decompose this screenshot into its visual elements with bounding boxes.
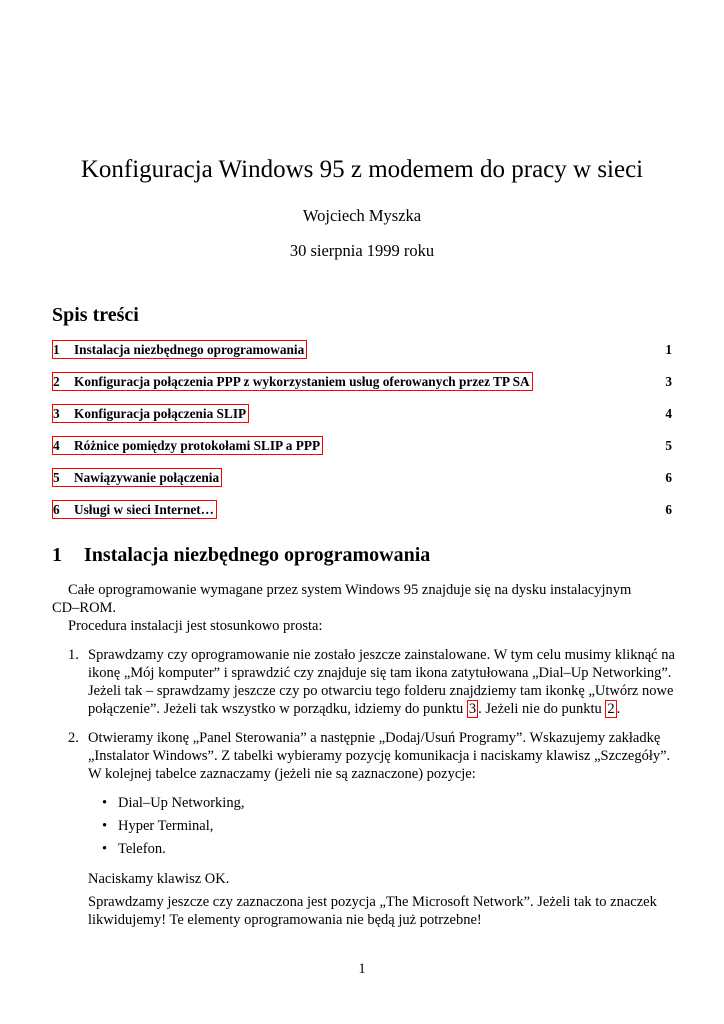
list-item-line: „Instalator Windows”. Z tabelki wybieramy pozycję komunikacja i naciskamy klawisz „Szczegóły”. [88, 748, 671, 764]
bullet-item: Telefon. [118, 841, 166, 857]
list-item-number: 2. [68, 730, 79, 746]
toc-heading: Spis treści [52, 304, 139, 326]
toc-link[interactable]: 2 Konfiguracja połączenia PPP z wykorzystaniem usług oferowanych przez TP SA [52, 372, 533, 391]
internal-link[interactable]: 2 [607, 701, 615, 717]
paragraph-line: Naciskamy klawisz OK. [88, 871, 230, 887]
toc-entry[interactable] [52, 404, 249, 423]
toc-link[interactable]: 5 Nawiązywanie połączenia [52, 468, 222, 487]
toc-entry[interactable] [52, 468, 222, 487]
toc-page-number: 5 [665, 438, 672, 453]
list-item-line: Sprawdzamy czy oprogramowanie nie zostało jeszcze zainstalowane. W tym celu musimy kliknąć na [88, 647, 675, 663]
toc-entry[interactable] [52, 372, 533, 391]
bullet-icon: • [102, 841, 108, 857]
toc-link[interactable]: 4 Różnice pomiędzy protokołami SLIP a PPP [52, 436, 323, 455]
list-item-line: Jeżeli tak – sprawdzamy jeszcze czy po otwarciu tego folderu znajdziemy tam ikonkę „Utwórz nowe [88, 683, 674, 699]
document-author: Wojciech Myszka [302, 206, 422, 225]
toc-entry[interactable] [52, 436, 323, 455]
paragraph-line: likwidujemy! Te elementy oprogramowania nie będą już potrzebne! [88, 912, 482, 928]
bullet-icon: • [102, 795, 108, 811]
toc-page-number: 4 [665, 406, 672, 421]
list-item-number: 1. [68, 647, 79, 663]
document-date: 30 sierpnia 1999 roku [289, 241, 435, 260]
list-item-line: W kolejnej tabelce zaznaczamy (jeżeli nie są zaznaczone) pozycje: [88, 766, 476, 782]
list-item-line: ikonę „Mój komputer” i sprawdzić czy znajduje się tam ikona zatytułowana „Dial–Up Networking”. [88, 665, 672, 681]
toc-page-number: 6 [665, 502, 672, 517]
paragraph-line: Całe oprogramowanie wymagane przez system Windows 95 znajduje się na dysku instalacyjnym [68, 582, 632, 598]
page-number: 1 [358, 961, 366, 977]
paragraph-line: Sprawdzamy jeszcze czy zaznaczona jest pozycja „The Microsoft Network”. Jeżeli tak to znaczek [88, 894, 657, 910]
toc-entry[interactable] [52, 500, 217, 519]
toc-link[interactable]: 6 Usługi w sieci Internet… [52, 500, 217, 519]
paragraph-line: CD–ROM. [52, 600, 117, 616]
list-item-line: połączenie”. Jeżeli tak wszystko w porządku, idziemy do punktu 3 . Jeżeli nie do punktu 2 . [88, 701, 621, 717]
bullet-icon: • [102, 818, 108, 834]
internal-link[interactable]: 3 [468, 701, 477, 717]
list-item-line: Otwieramy ikonę „Panel Sterowania” a następnie „Dodaj/Usuń Programy”. Wskazujemy zakładkę [88, 730, 661, 746]
toc-page-number: 1 [665, 342, 672, 357]
toc-link[interactable]: 3 Konfiguracja połączenia SLIP [52, 404, 249, 423]
bullet-item: Dial–Up Networking, [118, 795, 245, 811]
toc-link[interactable]: 1 Instalacja niezbędnego oprogramowania [52, 340, 307, 359]
toc-entry[interactable] [52, 340, 307, 359]
bullet-item: Hyper Terminal, [118, 818, 214, 834]
section-heading: 1 Instalacja niezbędnego oprogramowania [52, 544, 431, 566]
paragraph-line: Procedura instalacji jest stosunkowo prosta: [68, 618, 323, 634]
toc-page-number: 6 [665, 470, 672, 485]
document-title: Konfiguracja Windows 95 z modemem do pracy w sieci [80, 156, 644, 183]
toc-page-number: 3 [665, 374, 672, 389]
